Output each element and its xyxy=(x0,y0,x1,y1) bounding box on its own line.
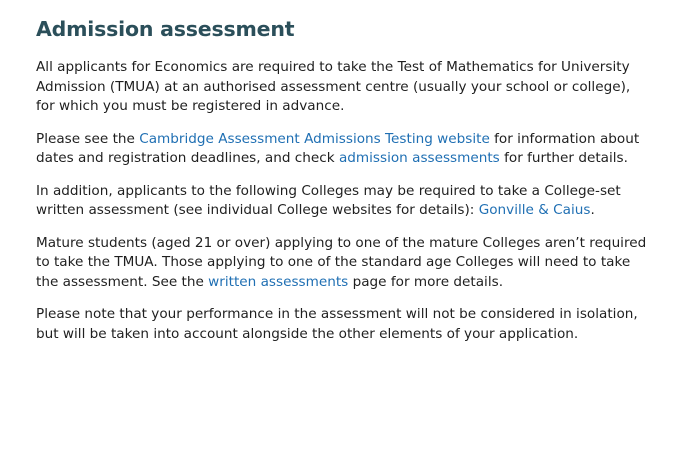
paragraph-performance-note xyxy=(36,305,648,344)
paragraph-college-assessment xyxy=(36,182,648,221)
cambridge-assessment-admissions-testing-link[interactable]: Cambridge Assessment Admissions Testing website xyxy=(139,130,490,147)
paragraph-text: Please note that your performance in the assessment will not be considered in isolation, but will be taken into account alongside the other elements of your application. xyxy=(36,306,638,342)
paragraph-text-after: page for more details. xyxy=(348,273,504,290)
paragraph-text-before: Mature students (aged 21 or over) applying to one of the mature Colleges aren’t required to take the TMUA. Those applying to one of the standard age Colleges will need to take the assessment. See the xyxy=(36,234,647,290)
written-assessments-link[interactable]: written assessments xyxy=(208,273,349,290)
admission-assessment-section xyxy=(36,14,648,357)
paragraph-text-middle: for information about dates and registration deadlines, and check xyxy=(36,130,640,166)
admission-assessments-link[interactable]: admission assessments xyxy=(338,150,500,166)
paragraph-text-before: In addition, applicants to the following Colleges may be required to take a College-set written assessment (see individual College websites for details): xyxy=(36,182,621,218)
section-heading: Admission assessment xyxy=(36,17,295,41)
paragraph-mature-students xyxy=(36,234,648,293)
paragraph-text-before: Please see the xyxy=(36,130,140,147)
paragraph-info-links xyxy=(36,130,648,169)
gonville-caius-link[interactable]: Gonville & Caius xyxy=(478,202,591,218)
paragraph-tmua-requirement xyxy=(36,58,648,117)
paragraph-text-after: . xyxy=(590,202,595,218)
paragraph-text: All applicants for Economics are required to take the Test of Mathematics for University Admission (TMUA) at an authorised assessment centre (usually your school or college), for which you must be registered in advance. xyxy=(36,59,631,114)
paragraph-text-after: for further details. xyxy=(499,150,628,166)
